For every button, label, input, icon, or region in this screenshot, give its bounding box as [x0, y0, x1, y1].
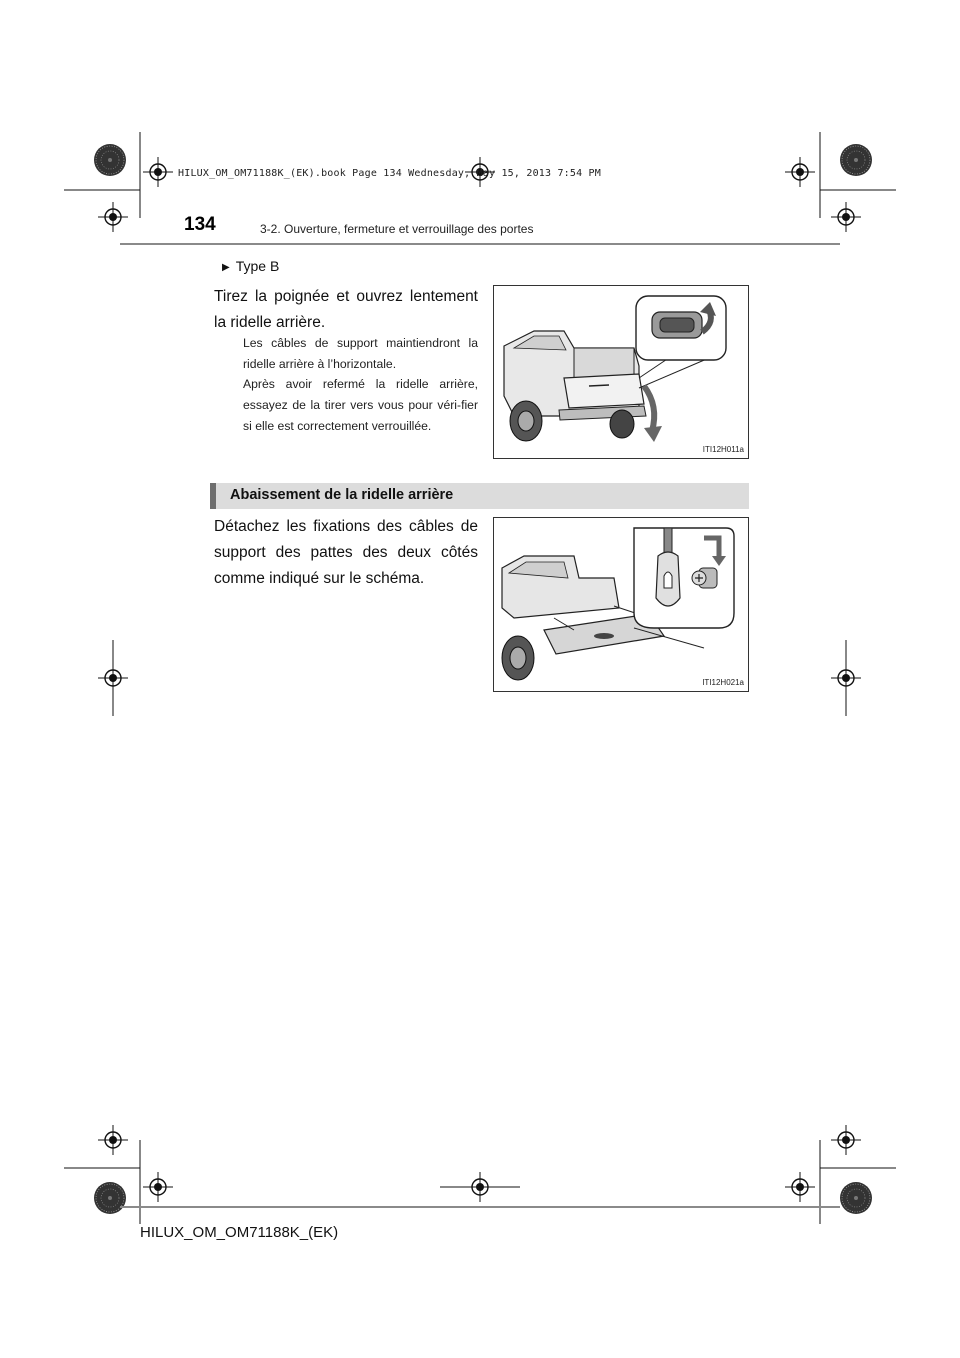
page-number: 134	[184, 214, 216, 235]
section-heading-bar	[210, 483, 749, 509]
footer-rule	[120, 1206, 840, 1208]
lowering-instruction: Détachez les fixations des câbles de support des pattes des deux côtés comme indiqué sur le schéma.	[214, 518, 478, 587]
book-file-header: HILUX_OM_OM71188K_(EK).book Page 134 Wednesday, May 15, 2013 7:54 PM	[178, 168, 601, 179]
type-b-note-1: Les câbles de support maintiendront la ridelle arrière à l’horizontale.	[243, 336, 478, 371]
section-title: 3-2. Ouverture, fermeture et verrouillage des portes	[260, 222, 534, 236]
section-heading: Abaissement de la ridelle arrière	[230, 487, 454, 503]
type-b-label	[222, 258, 279, 274]
figure-code: ITI12H011a	[702, 445, 744, 454]
triangle-bullet-icon: ▶	[222, 262, 230, 273]
figure-detach-cables	[493, 517, 749, 692]
type-b-instruction: Tirez la poignée et ouvrez lentement la ridelle arrière.	[214, 288, 478, 331]
truck-tailgate-illustration	[494, 286, 748, 458]
figure-open-tailgate	[493, 285, 749, 459]
cable-detach-illustration	[494, 518, 748, 691]
type-b-note-2: Après avoir refermé la ridelle arrière, essayez de la tirer vers vous pour véri-fier si elle est correctement verrouillée.	[243, 377, 478, 433]
header-rule	[120, 243, 840, 245]
footer-model-code: HILUX_OM_OM71188K_(EK)	[140, 1224, 339, 1241]
type-b-text: Type B	[235, 258, 280, 274]
figure-code: ITI12H021a	[702, 678, 744, 687]
